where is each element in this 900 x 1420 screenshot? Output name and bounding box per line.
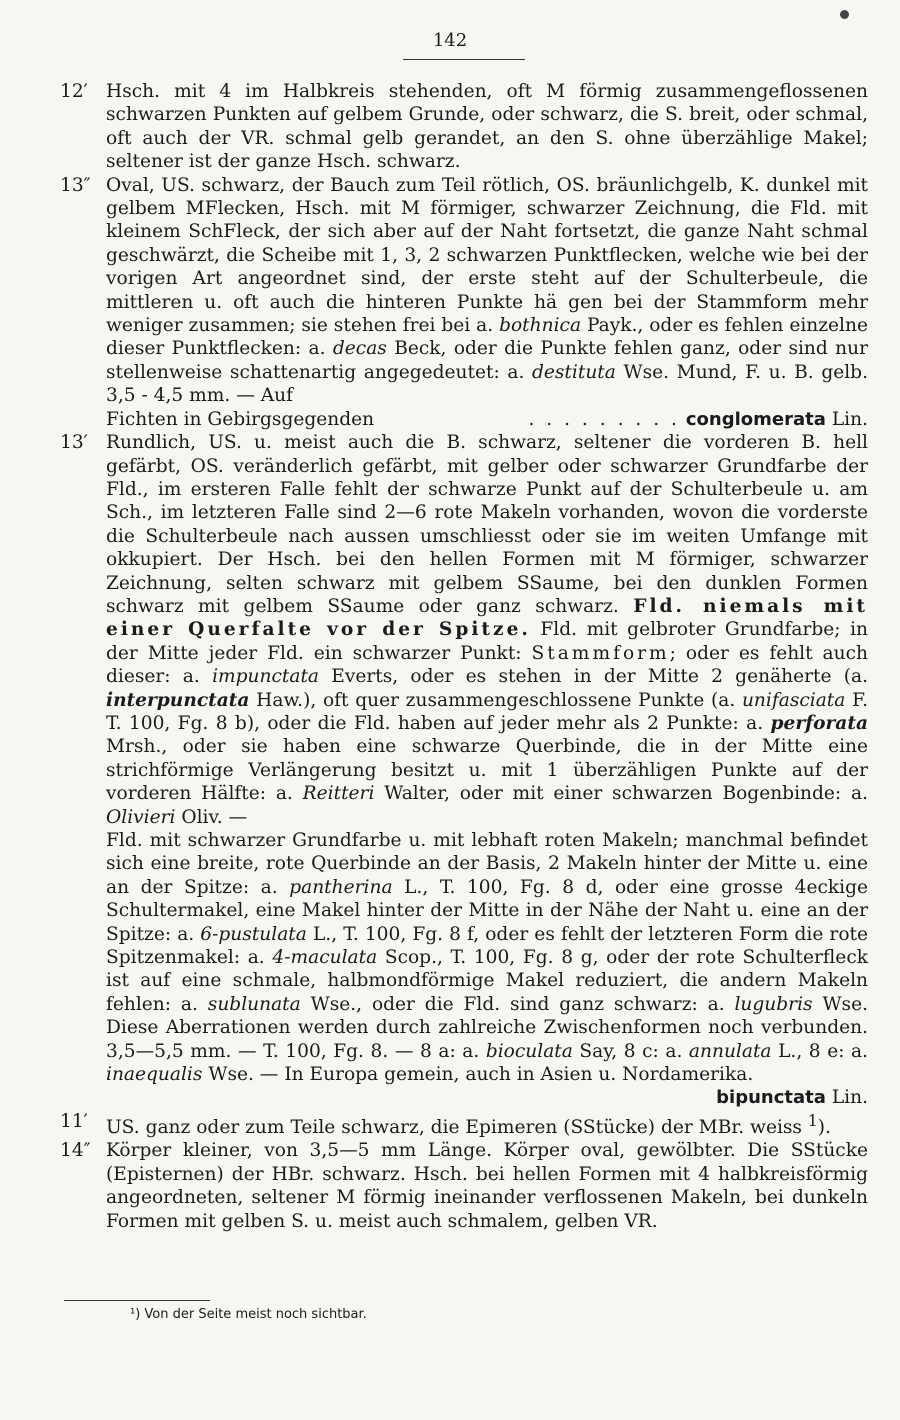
- footnote-rule: [64, 1300, 210, 1301]
- key-entry-13-double: [60, 174, 868, 431]
- aberration-paragraph: [60, 829, 868, 1110]
- entry-number: 12′: [60, 81, 88, 102]
- entry-number: 13″: [60, 174, 91, 196]
- entry-text: Körper kleiner, von 3,5—5 mm Länge. Körper oval, gewölbter. Die SStücke (Episternen) der HBr. schwarz. Hsch. bei hellen Formen mit 4 halbkreisförmig angeordneten, seltener M förmig ineinander verflossenen Makeln, bei dunkeln Formen mit gelben S. u. meist auch schmalem, gelben VR.: [106, 1140, 868, 1232]
- header-rule: [403, 59, 525, 60]
- entry-text: Hsch. mit 4 im Halbkreis stehenden, oft M förmig zusammengeflossenen schwarzen Punkten auf gelbem Grunde, oder schwarz, die S. breit, oder schmal, oft auch der VR. schmal gelb gerandet, an den S. ohne überzählige Makel; seltener ist der ganze Hsch. schwarz.: [106, 81, 868, 173]
- key-entry-12: [60, 80, 868, 174]
- key-entry-13-single: [60, 431, 868, 829]
- footnote-ref: 1: [807, 1111, 818, 1130]
- species-name: bipunctata: [716, 1087, 826, 1109]
- footnote: ¹) Von der Seite meist noch sichtbar.: [130, 1307, 367, 1322]
- entry-text: Rundlich, US. u. meist auch die B. schwarz, seltener die vorderen B. hell gefärbt, OS. veränderlich gefärbt, mit gelber oder schwarzer Grundfarbe der Fld., im ersteren Falle fehlt der schwarze Punkt auf der Schulterbeule u. am Sch., im letzteren Falle sind 2—6 rote Makeln vorhanden, wovon die vorderste die Schulterbeule nach aussen umschliesst oder sie im weiten Umfange mit okkupiert. Der Hsch. bei den hellen Formen mit M förmiger, schwarzer Zeichnung, selten schwarz mit gelbem SSaume, bei den dunklen Formen schwarz mit gelbem SSaume oder ganz schwarz. Fld. niemals mit einer Querfalte vor der Spitze. Fld. mit gelbroter Grundfarbe; in der Mitte jeder Fld. ein schwarzer Punkt: Stammform; oder es fehlt auch dieser: a. impunctata Everts, oder es stehen in der Mitte 2 genäherte (a. interpunctata Haw.), oft quer zusammengeschlossene Punkte (a. unifasciata F. T. 100, Fg. 8 b), oder die Fld. haben auf jeder mehr als 2 Punkte: a. perforata Mrsh., oder sie haben eine schwarze Querbinde, die in der Mitte eine strichförmige Verlängerung besitzt u. mit 1 überzähligen Punkte auf der vorderen Hälfte: a. Reitteri Walter, oder mit einer schwarzen Bogenbinde: a. Olivieri Oliv. —: [106, 432, 869, 828]
- entry-text: Oval, US. schwarz, der Bauch zum Teil rötlich, OS. bräunlichgelb, K. dunkel mit gelbem MFlecken, Hsch. mit M förmiger, schwarzer Zeichnung, die Fld. mit kleinem SchFleck, der sich aber auf der Naht fortsetzt, die ganze Naht schmal geschwärzt, die Scheibe mit 1, 3, 2 schwarzen Punktflecken, welche wie bei der vorigen Art angeordnet sind, der erste steht auf der Schulterbeule, die mittleren u. oft auch die hinteren Punkte hä gen bei der Stammform mehr weniger zusammen; sie stehen frei bei a. bothnica Payk., oder es fehlen einzelne dieser Punktflecken: a. decas Beck, oder die Punkte fehlen ganz, oder sind nur stellenweise schattenartig angegedeutet: a. destituta Wse. Mund, F. u. B. gelb. 3,5 - 4,5 mm. — Auf: [106, 174, 869, 407]
- aberration-name: decas: [332, 338, 387, 360]
- species-name: conglomerata: [685, 408, 826, 430]
- entry-number: 13′: [60, 432, 88, 454]
- ink-dot: [840, 10, 849, 19]
- key-entry-14: [60, 1139, 868, 1233]
- entry-number: 14″: [60, 1140, 91, 1162]
- aberration-name: destituta: [531, 361, 616, 383]
- entry-text: US. ganz oder zum Teile schwarz, die Epimeren (SStücke) der MBr. weiss $^1$).: [106, 1111, 831, 1139]
- key-entry-11: [60, 1110, 868, 1140]
- entry-text: Fld. mit schwarzer Grundfarbe u. mit lebhaft roten Makeln; manchmal befindet sich eine breite, rote Querbinde an der Basis, 2 Makeln hinter der Mitte u. eine an der Spitze: a. pantherina L., T. 100, Fg. 8 d, oder eine grosse 4eckige Schultermakel, eine Makel hinter der Mitte in der Nähe der Naht u. eine an der Spitze: a. 6-pustulata L., T. 100, Fg. 8 f, oder es fehlt der letzteren Form die rote Spitzenmakel: a. 4-maculata Scop., T. 100, Fg. 8 g, oder der rote Schulterfleck ist auf eine schmale, halbmondförmige Makel reduziert, die andern Makeln fehlen: a. sublunata Wse., oder die Fld. sind ganz schwarz: a. lugubris Wse. Diese Aberrationen werden durch zahlreiche Zwischenformen noch verbunden. 3,5—5,5 mm. — T. 100, Fg. 8. — 8 a: a. bioculata Say, 8 c: a. annulata L., 8 e: a. inaequalis Wse. — In Europa gemein, auch in Asien u. Nordamerika.: [106, 830, 869, 1086]
- page-number: 142: [432, 30, 468, 51]
- main-text: [60, 80, 868, 1233]
- aberration-name: bothnica: [499, 315, 582, 337]
- species-line: bipunctata Lin.: [716, 1087, 868, 1109]
- entry-number: 11′: [60, 1110, 88, 1132]
- species-line: Fichten in Gebirgsgegenden . . . . . . . . . conglomerata Lin.: [106, 408, 868, 430]
